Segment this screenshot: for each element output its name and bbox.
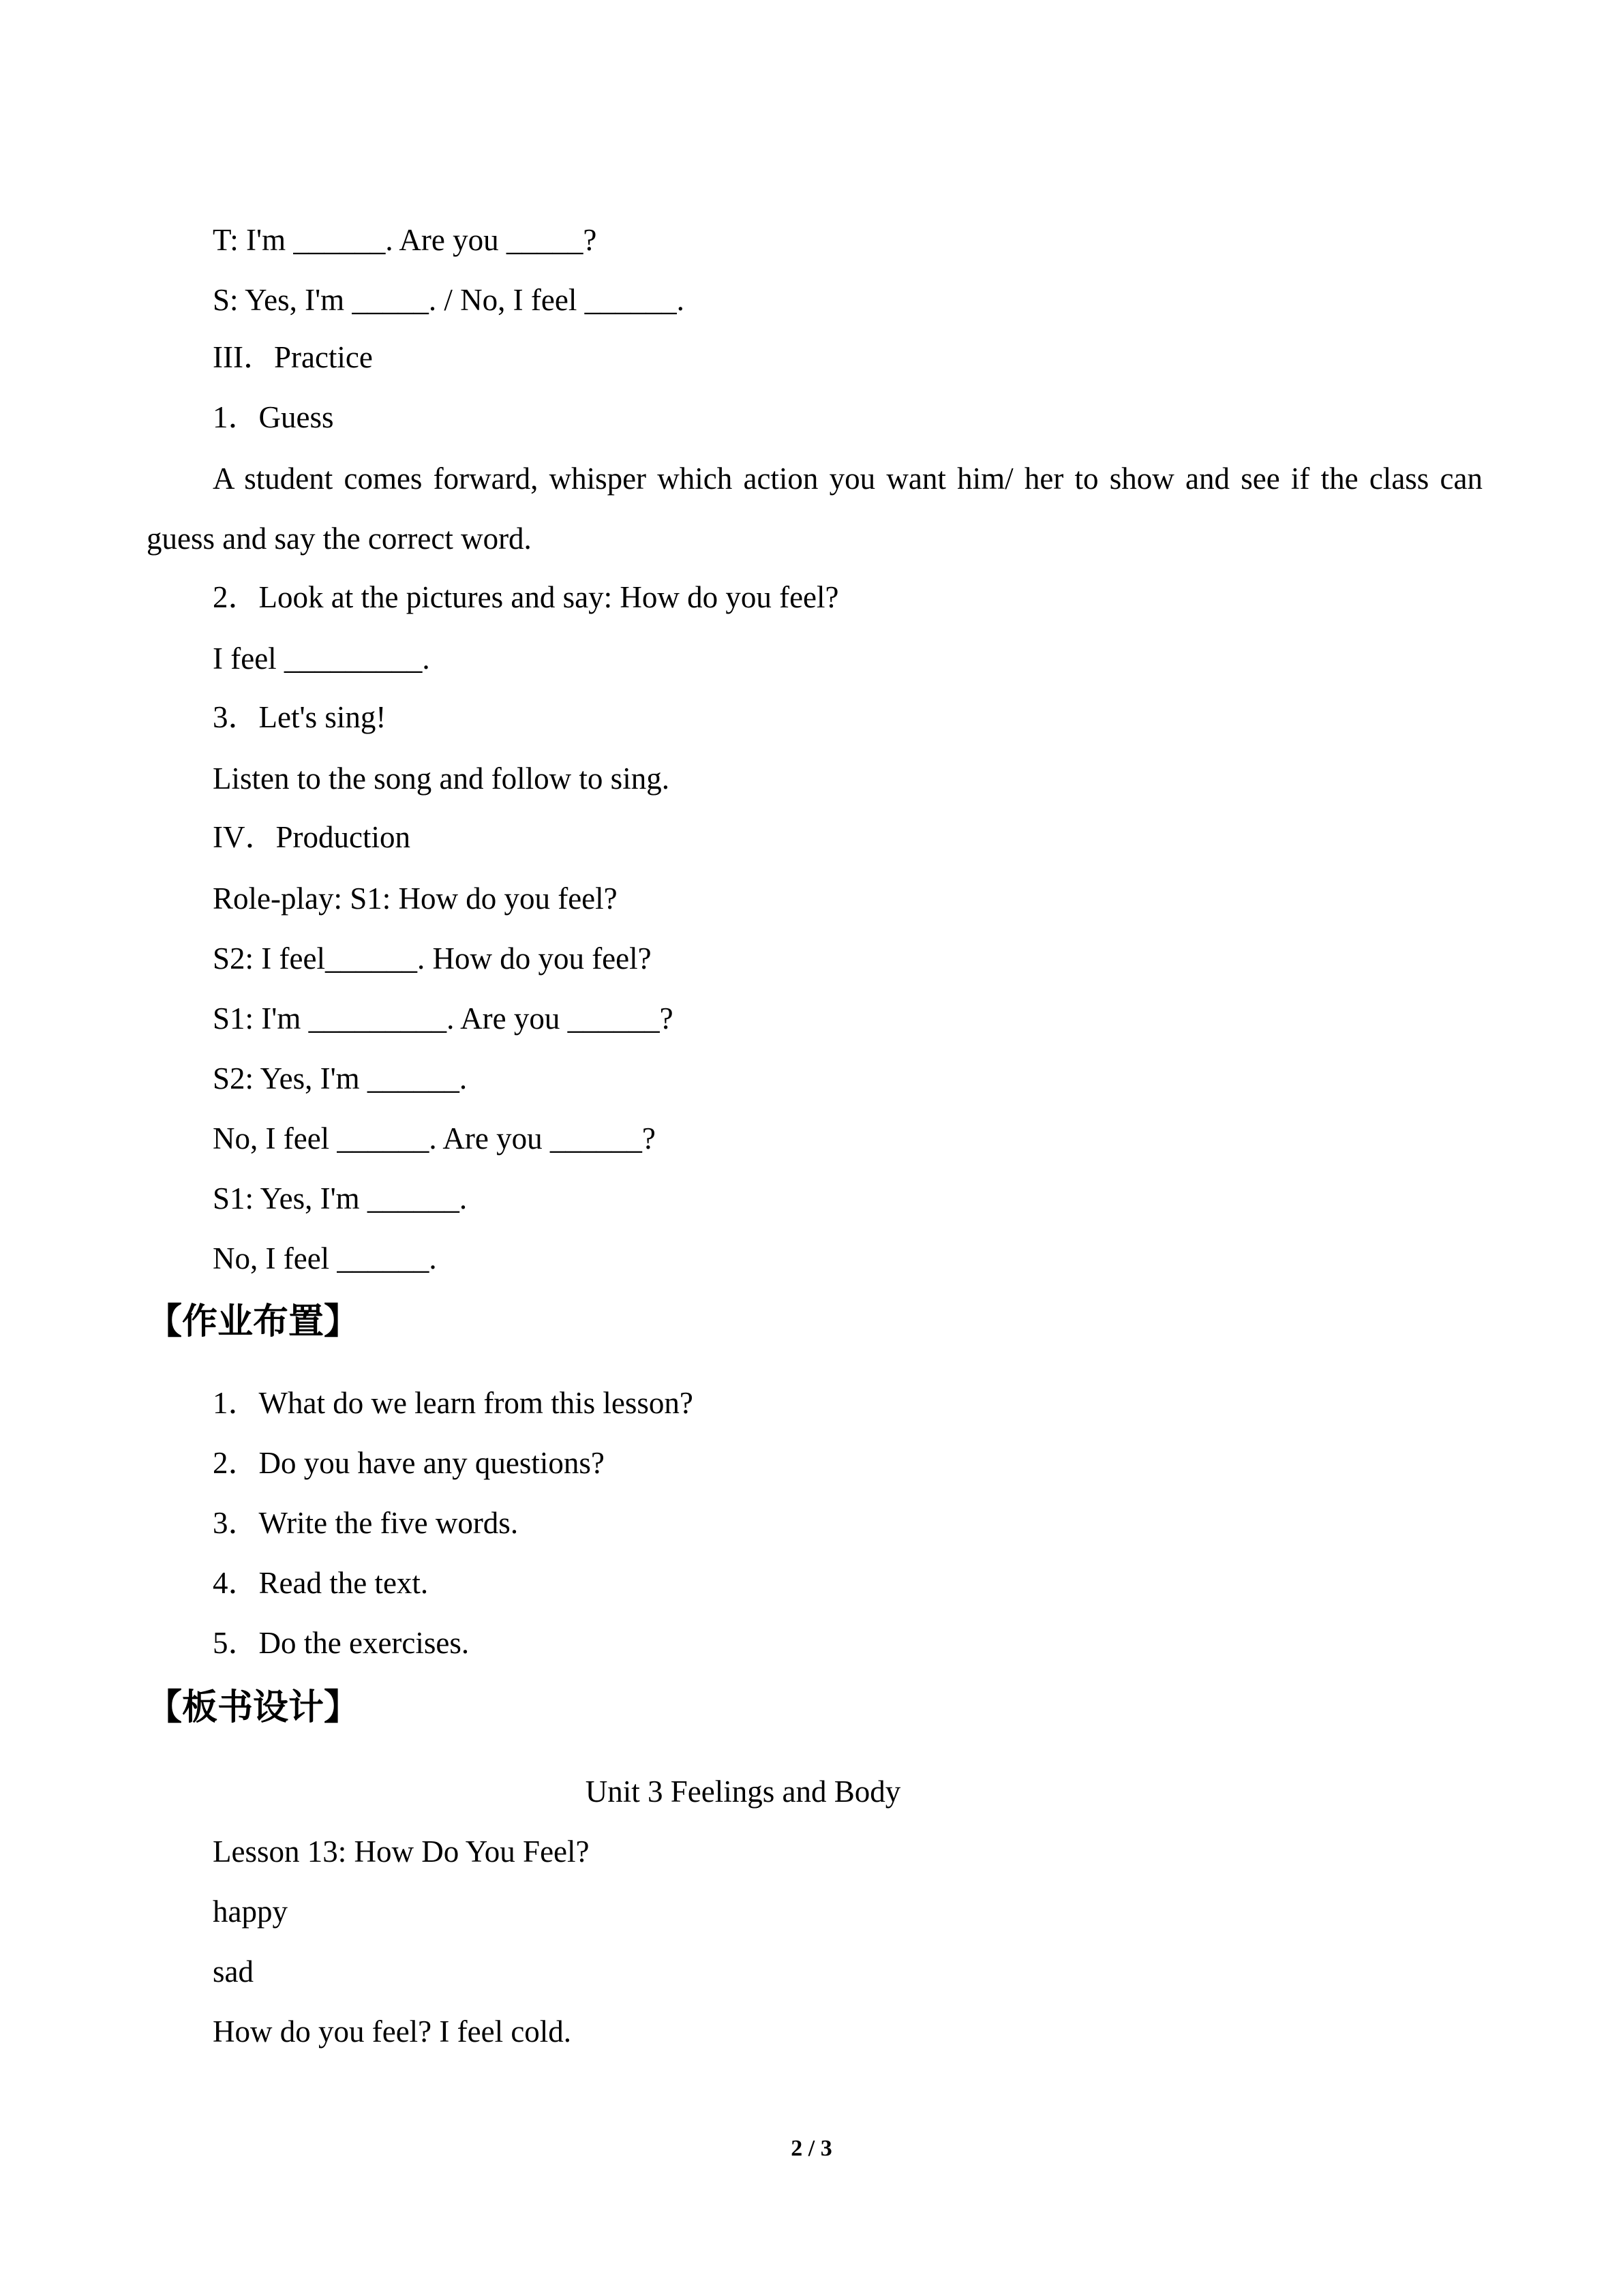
homework-item: 4．Read the text.: [213, 1566, 429, 1600]
fill-in-line: I feel _________.: [213, 641, 430, 676]
practice-step-look-and-say: 2．Look at the pictures and say: How do you feel?: [213, 580, 839, 614]
board-line: Lesson 13: How Do You Feel?: [213, 1834, 590, 1869]
role-play-line: S1: I'm _________. Are you ______?: [213, 1001, 673, 1036]
role-play-line: No, I feel ______. Are you ______?: [213, 1121, 656, 1155]
homework-item: 3．Write the five words.: [213, 1506, 519, 1540]
section-production-title: IV．Production: [213, 820, 410, 854]
section-practice-title: III．Practice: [213, 340, 373, 374]
practice-step-sing: 3．Let's sing!: [213, 700, 386, 734]
page-number: 2 / 3: [791, 2136, 832, 2161]
guess-instruction-paragraph: A student comes forward, whisper which action you want him/ her to show and see if the class can guess and say the correct word.: [147, 462, 1483, 556]
homework-heading: 【作业布置】: [147, 1301, 360, 1342]
role-play-line: No, I feel ______.: [213, 1241, 437, 1275]
dialogue-student-line: S: Yes, I'm _____. / No, I feel ______.: [213, 283, 684, 317]
homework-item: 1．What do we learn from this lesson?: [213, 1386, 693, 1420]
role-play-line: S1: Yes, I'm ______.: [213, 1181, 468, 1215]
sing-instruction: Listen to the song and follow to sing.: [213, 761, 669, 796]
homework-item: 5．Do the exercises.: [213, 1626, 470, 1660]
dialogue-teacher-line: T: I'm ______. Are you _____?: [213, 223, 597, 257]
practice-step-guess: 1．Guess: [213, 400, 334, 434]
board-design-heading: 【板书设计】: [147, 1687, 360, 1728]
role-play-line: S2: Yes, I'm ______.: [213, 1061, 468, 1096]
homework-item: 2．Do you have any questions?: [213, 1446, 605, 1480]
role-play-line: Role-play: S1: How do you feel?: [213, 881, 618, 916]
board-line: happy: [213, 1894, 288, 1929]
board-line: How do you feel? I feel cold.: [213, 2014, 572, 2049]
board-unit-title: Unit 3 Feelings and Body: [585, 1774, 901, 1809]
board-line: sad: [213, 1954, 254, 1989]
role-play-line: S2: I feel______. How do you feel?: [213, 941, 652, 976]
